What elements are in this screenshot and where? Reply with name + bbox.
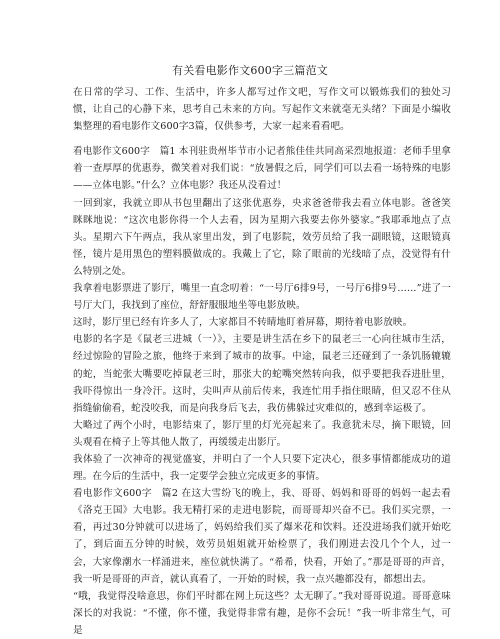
body-paragraph: “哦，我觉得没啥意思，你们平时都在网上玩这些？太无聊了。”我对哥哥说道。哥哥意味深长的对我说：“不懂，你不懂，我觉得非常有趣，是你不会玩！”我一听非常生气，可是 [73,590,451,636]
body-paragraph: 我体验了一次神奇的视觉盛宴，并明白了一个人只要下定决心，很多事情都能成功的道理。在今后的生活中，我一定要学会独立完成更多的事情。 [73,453,451,483]
body-paragraph: 一回到家，我就立即从书包里翻出了这张优惠券，央求爸爸带我去看立体电影。爸爸笑眯眯地说：“这次电影你得一个人去看，因为星期六我要去你外婆家。”我耶乖地点了点头。星期六下午两点，我从家里出发，到了电影院，效劳员给了我一副眼镜，这眼镜真怪，镜片是用黑色的塑料膜做成的。我戴上了它，除了眼前的光线暗了点，没觉得有什么特别之处。 [73,197,451,277]
body-paragraph: 看电影作文600字 篇2 在这大雪纷飞的晚上，我、哥哥、妈妈和哥哥的妈妈一起去看《洛克王国》大电影。我无精打采的走进电影院，而哥哥却兴奋不已。我们买完票，一看，再过30分钟就可以进场了，妈妈给我们买了爆米花和饮料。还没进场我们就开始吃了，到后面五分钟的时候，效劳员姐姐就开始检票了，我们刚进去没几个个人，过一会，大家像潮水一样涌进来，座位就快满了。“希希，快看，开始了。”那是哥哥的声音，我一听是哥哥的声音，就认真看了，一开始的时候，我一点兴趣都没有，都想出去。 [73,488,451,585]
body-paragraph: 电影的名字是《鼠老三进城（一）》，主要是讲生活在乡下的鼠老三一心向往城市生活，经过惊险的冒险之旅，他终于来到了城市的故事。中途，鼠老三还碰到了一条饥肠辘辘的蛇，当蛇张大嘴要吃掉鼠老三时，那张大的蛇嘴突然转向我，似乎要把我吞进肚里，我吓得惊出一身冷汗。这时，尖叫声从前后传来，我连忙用手指住眼睛，但又忍不住从指缝偷偷看，蛇没咬我，而是向我身后飞去，我仿佛躲过灾难似的，感到幸运极了。 [73,334,451,414]
body-paragraph: 看电影作文600字 篇1 本刊驻贵州毕节市小记者熊佳佳共同高采烈地报道：老师手里拿着一查厚厚的优惠券，微笑着对我们说：“放暑假之后，同学们可以去看一场特殊的电影——立体电影。”什么？立体电影？我还从没看过！ [73,146,451,192]
body-paragraph: 大略过了两个小时，电影结束了，影厅里的灯光亮起来了。我意犹未尽，摘下眼镜，回头观看在椅子上等其他人散了，再缓缓走出影厅。 [73,419,451,448]
body-paragraph: 这时，影厅里已经有许多人了，大家都目不转睛地盯着屏幕，期待着电影放映。 [73,317,413,329]
paragraph-gap [73,135,451,143]
document-title: 有关看电影作文600字三篇范文 [172,64,328,77]
body-paragraph: 我拿着电影票进了影厅，嘴里一直念叨着：“一号厅6排9号，一号厅6排9号……”进了一号厅大门，我找到了座位，舒舒服服地坐等电影放映。 [73,283,451,312]
intro-paragraph: 在日常的学习、工作、生活中，许多人都写过作文吧，写作文可以锻炼我们的独处习惯，让自己的心静下来，思考自己未来的方向。写起作文来就毫无头绪？下面是小编收集整理的看电影作文600字3篇，仅供参考，大家一起来看看吧。 [73,87,451,133]
document-body [73,84,451,639]
